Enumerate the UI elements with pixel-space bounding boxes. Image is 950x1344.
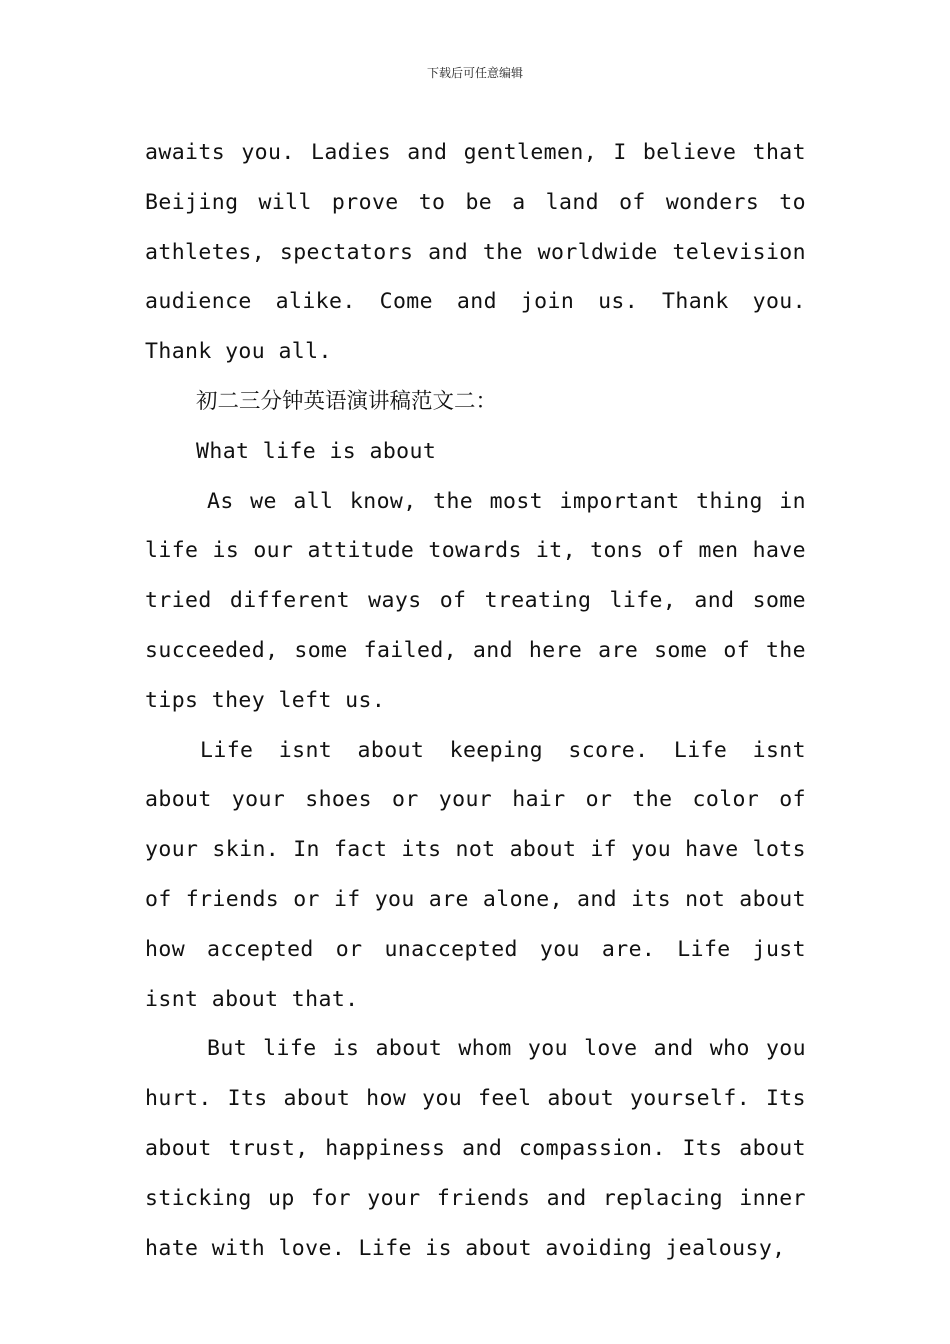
document-body <box>145 128 806 1273</box>
paragraph-life-is: But life is about whom you love and who you hurt. Its about how you feel about yourself. Its about trust, happiness and compassion. Its about sticking up for your friends and replacing inner hate with love. Life is about avoiding jealousy, <box>145 1036 806 1261</box>
paragraph-closing: awaits you. Ladies and gentlemen, I believe that Beijing will prove to be a land of wonders to athletes, spectators and the worldwide television audience alike. Come and join us. Thank you. Thank you all. <box>145 140 806 365</box>
speech-title: What life is about <box>196 438 437 464</box>
page-header: 下载后可任意编辑 <box>426 66 523 80</box>
paragraph-intro: As we all know, the most important thing in life is our attitude towards it, tons of men have tried different ways of treating life, and some succeeded, some failed, and here are some of the tips they left us. <box>145 488 806 713</box>
paragraph-life-isnt: Life isnt about keeping score. Life isnt about your shoes or your hair or the color of your skin. In fact its not about if you have lots of friends or if you are alone, and its not about how accepted or unaccepted you are. Life just isnt about that. <box>145 737 806 1012</box>
section-heading: 初二三分钟英语演讲稿范文二： <box>196 388 498 414</box>
